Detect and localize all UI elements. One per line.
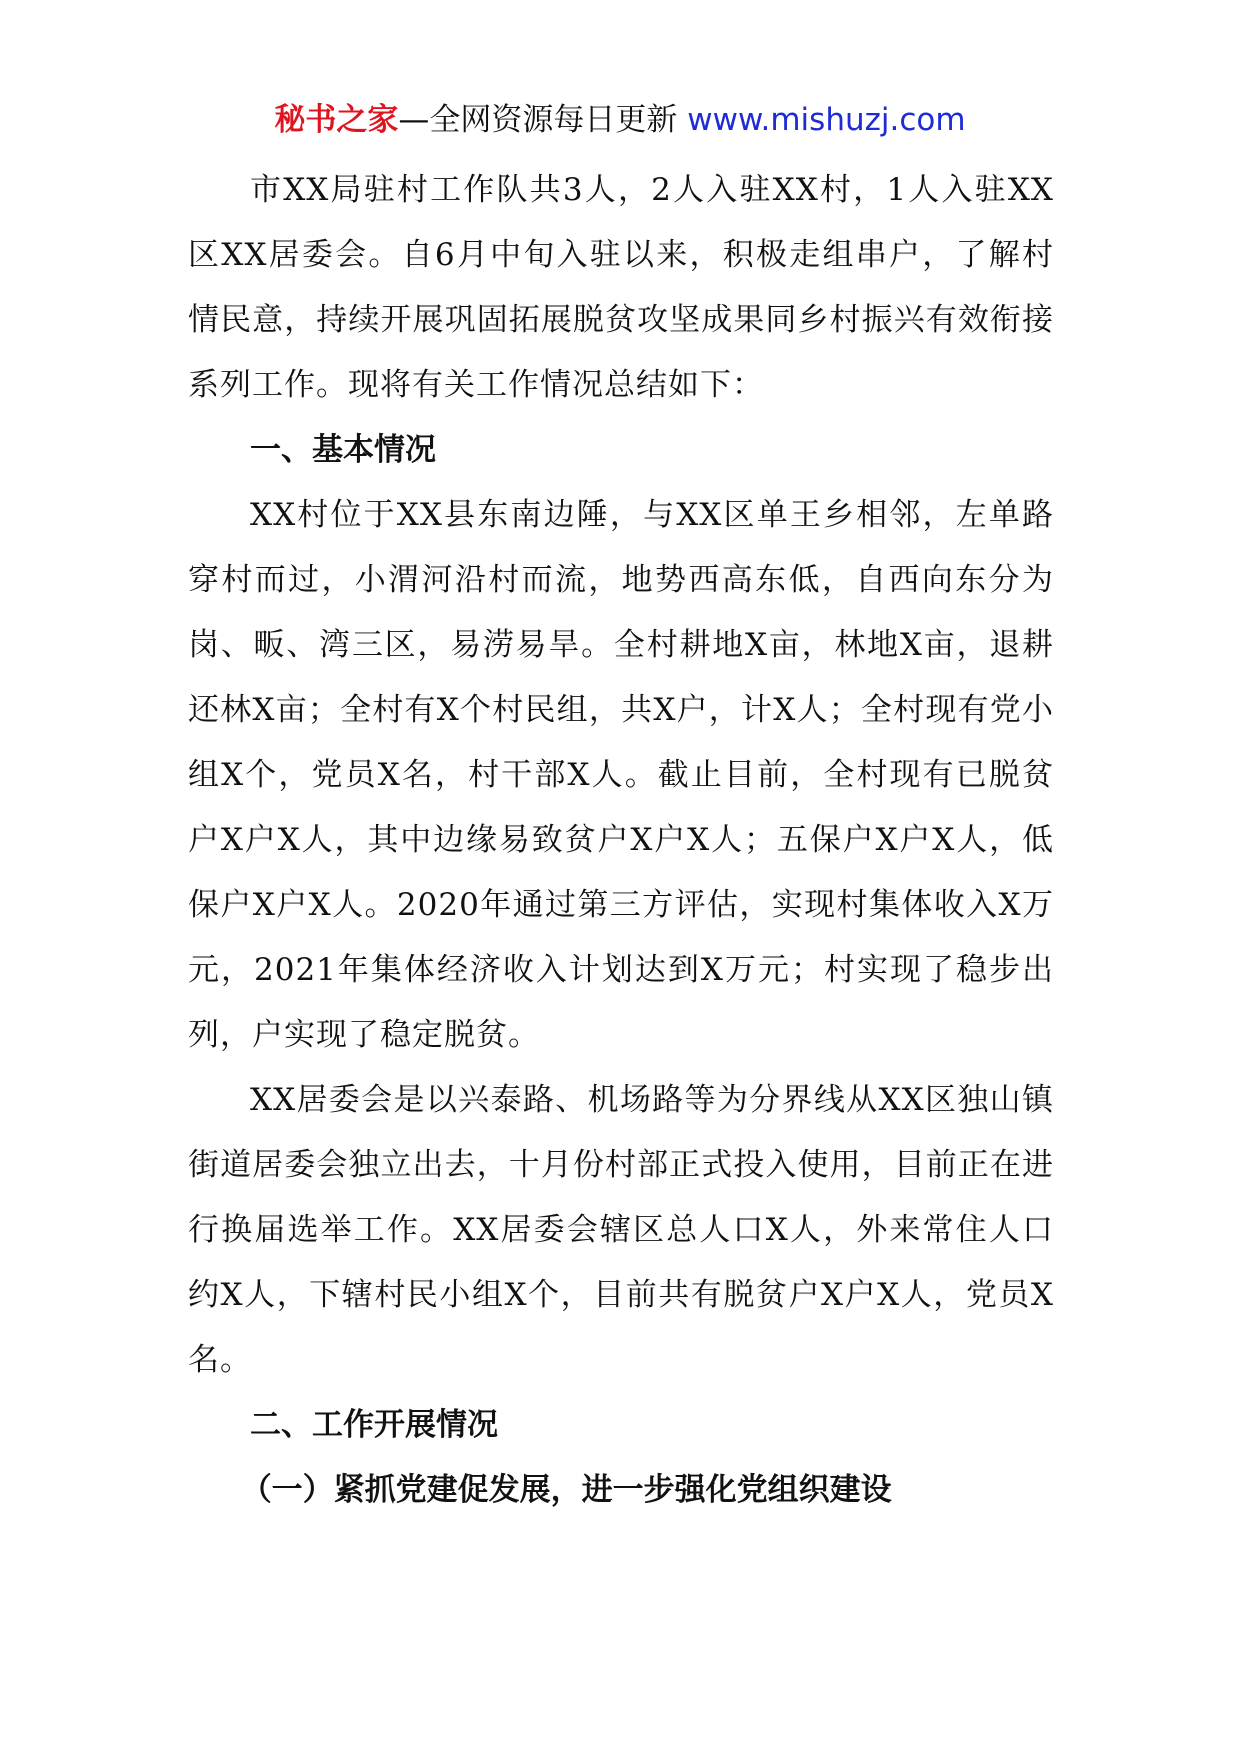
section-heading-basic: 一、基本情况: [250, 432, 436, 468]
website-url[interactable]: www.mishuzj.com: [687, 102, 966, 138]
intro-paragraph: 市XX局驻村工作队共3人，2人入驻XX村，1人入驻XX区XX居委会。自6月中旬入驻以来，积极走组串户，了解村情民意，持续开展巩固拓展脱贫攻坚成果同乡村振兴有效衔接系列工作。现将有关工作情况总结如下：: [188, 172, 1054, 403]
document-body: [188, 158, 1054, 1523]
page-header: [0, 100, 1240, 140]
subsection-heading: （一）紧抓党建促发展，进一步强化党组织建设: [240, 1472, 892, 1508]
brand-name: 秘书之家: [274, 102, 399, 138]
committee-paragraph: XX居委会是以兴泰路、机场路等为分界线从XX区独山镇街道居委会独立出去，十月份村部正式投入使用，目前正在进行换届选举工作。XX居委会辖区总人口X人，外来常住人口约X人，下辖村民小组X个，目前共有脱贫户X户X人，党员X名。: [188, 1082, 1054, 1378]
village-paragraph: XX村位于XX县东南边陲，与XX区单王乡相邻，左单路穿村而过，小渭河沿村而流，地势西高东低，自西向东分为岗、畈、湾三区，易涝易旱。全村耕地X亩，林地X亩，退耕还林X亩；全村有X个村民组，共X户，计X人；全村现有党小组X个，党员X名，村干部X人。截止目前，全村现有已脱贫户X户X人，其中边缘易致贫户X户X人；五保户X户X人，低保户X户X人。2020年通过第三方评估，实现村集体收入X万元，2021年集体经济收入计划达到X万元；村实现了稳步出列，户实现了稳定脱贫。: [188, 497, 1054, 1053]
header-tagline: —全网资源每日更新: [398, 102, 688, 138]
section-heading-work: 二、工作开展情况: [250, 1407, 498, 1443]
